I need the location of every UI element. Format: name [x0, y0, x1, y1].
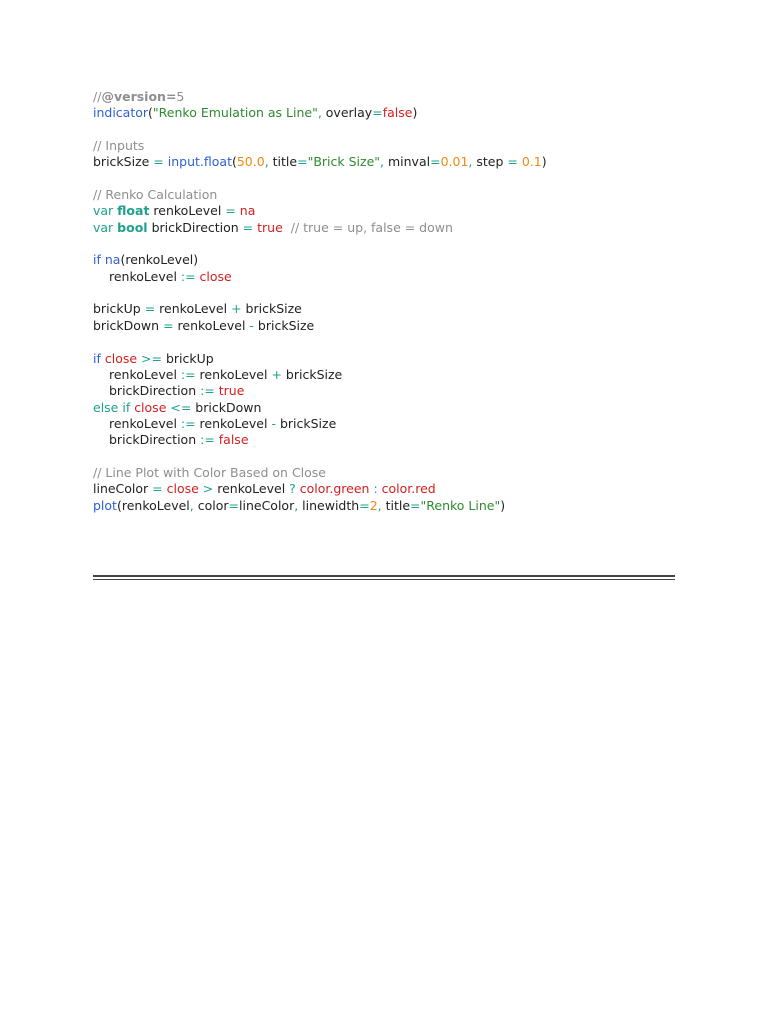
equals: =: [507, 154, 518, 170]
code-line-brickdirection-decl: [93, 220, 693, 236]
blank-line: [93, 236, 693, 252]
var-brickdirection: brickDirection: [147, 219, 243, 235]
string-brick-size: "Brick Size": [307, 154, 381, 170]
value-true: true: [214, 383, 245, 399]
fn-input-float: input.float: [163, 154, 232, 170]
code-line-brickup: [93, 301, 693, 317]
value-close: close: [195, 268, 232, 284]
paren-open: (: [231, 154, 237, 170]
ge-op: >=: [137, 350, 162, 366]
plus-op: +: [271, 366, 282, 382]
code-line-comment-renko: [93, 187, 693, 203]
code-line-assign-close: [93, 269, 693, 285]
var-renkolevel: renkoLevel: [109, 415, 181, 431]
ternary-q: ?: [289, 481, 296, 497]
blank-line: [93, 122, 693, 138]
comma: ,: [380, 154, 385, 170]
assign-op: :=: [180, 268, 196, 284]
param-title: title: [268, 154, 298, 170]
kw-else-if: else if: [93, 399, 135, 415]
code-line-brickdown: [93, 318, 693, 334]
color-red: color.red: [377, 481, 436, 497]
value-close: close: [162, 481, 199, 497]
code-line-comment-plot: [93, 465, 693, 481]
code-line-if-na: [93, 252, 693, 268]
code-line-comment-inputs: [93, 138, 693, 154]
value-false: false: [214, 432, 249, 448]
code-line-renkolevel-down: [93, 416, 693, 432]
code-line-version: [93, 89, 693, 105]
code-line-renkolevel-up: [93, 367, 693, 383]
var-brickdirection: brickDirection: [109, 383, 201, 399]
kw-if: if: [93, 252, 105, 268]
equals: =: [153, 154, 164, 170]
kw-var: var: [93, 203, 118, 219]
code-line-if-close-ge: [93, 351, 693, 367]
args-renkolevel: (renkoLevel): [120, 252, 199, 268]
var-brickdirection: brickDirection: [109, 432, 201, 448]
num-linewidth: 2: [369, 497, 378, 513]
var-brickup: brickUp: [93, 301, 145, 317]
var-renkolevel: renkoLevel: [121, 497, 190, 513]
var-brickdown: brickDown: [191, 399, 262, 415]
var-bricksize: brickSize: [281, 366, 343, 382]
equals: =: [144, 301, 156, 317]
num-minval: 0.01: [440, 154, 469, 170]
param-color: color: [193, 497, 229, 513]
gt-op: >: [198, 481, 214, 497]
comma: ,: [317, 105, 322, 121]
code-line-renkolevel-decl: [93, 203, 693, 219]
fn-plot: plot: [93, 497, 117, 513]
equals: =: [430, 154, 441, 170]
type-float: float: [117, 203, 150, 219]
blank-line: [93, 171, 693, 187]
blank-line: [93, 285, 693, 301]
param-title: title: [381, 497, 411, 513]
comment-inputs: // Inputs: [93, 138, 145, 154]
le-op: <=: [166, 399, 192, 415]
version-number: 5: [176, 89, 185, 104]
value-close: close: [104, 350, 138, 366]
assign-op: :=: [180, 415, 196, 431]
comma: ,: [468, 154, 473, 170]
equals: =: [372, 105, 383, 121]
value-close: close: [134, 399, 167, 415]
code-line-direction-false: [93, 432, 693, 448]
var-renkolevel: renkoLevel: [195, 366, 272, 382]
var-brickdown: brickDown: [93, 317, 164, 333]
comment-line-plot: // Line Plot with Color Based on Close: [93, 464, 326, 480]
code-line-direction-true: [93, 383, 693, 399]
param-linewidth: linewidth: [298, 497, 360, 513]
code-line-plot: [93, 498, 693, 514]
num-step: 0.1: [517, 154, 542, 170]
var-bricksize: brickSize: [275, 415, 337, 431]
equals: =: [152, 481, 163, 497]
blank-line: [93, 449, 693, 465]
comment-slashes: //: [93, 89, 102, 104]
var-renkolevel: renkoLevel: [155, 301, 232, 317]
var-brickup: brickUp: [161, 350, 214, 366]
value-na: na: [235, 203, 256, 219]
param-minval: minval: [384, 154, 431, 170]
var-renkolevel: renkoLevel: [109, 366, 181, 382]
var-bricksize: brickSize: [241, 301, 302, 317]
param-step: step: [472, 154, 508, 170]
color-green: color.green: [295, 481, 370, 497]
equals: =: [228, 497, 240, 513]
paren-close: ): [500, 497, 506, 513]
fn-indicator: indicator: [93, 105, 149, 121]
paren-close: ): [412, 105, 418, 121]
comment-renko-calc: // Renko Calculation: [93, 187, 218, 203]
code-line-else-if: [93, 400, 693, 416]
var-renkolevel: renkoLevel: [149, 203, 226, 219]
string-title: "Renko Emulation as Line": [152, 105, 318, 121]
plus-op: +: [231, 301, 242, 317]
equals: =: [410, 497, 421, 513]
code-line-bricksize: [93, 154, 693, 170]
minus-op: -: [249, 317, 254, 333]
comment-direction: // true = up, false = down: [282, 219, 453, 235]
assign-op: :=: [180, 366, 196, 382]
comma: ,: [189, 497, 194, 513]
divider-line-secondary: [93, 579, 675, 580]
equals: =: [225, 203, 236, 219]
assign-op: :=: [200, 432, 215, 448]
var-bricksize: brickSize: [253, 317, 315, 333]
var-linecolor: lineColor: [239, 497, 295, 513]
var-renkolevel: renkoLevel: [173, 317, 250, 333]
assign-op: :=: [200, 383, 215, 399]
divider-line: [93, 575, 675, 577]
var-renkolevel: renkoLevel: [195, 415, 272, 431]
equals: =: [163, 317, 174, 333]
var-renkolevel: renkoLevel: [109, 268, 181, 284]
paren-open: (: [148, 105, 153, 121]
version-label: @version=: [101, 89, 177, 104]
equals: =: [359, 497, 370, 513]
type-bool: bool: [117, 219, 148, 235]
comma: ,: [264, 154, 269, 170]
comma: ,: [377, 497, 382, 513]
kw-if: if: [93, 350, 105, 366]
code-block: [93, 89, 693, 514]
code-line-linecolor: [93, 481, 693, 497]
value-false: false: [382, 105, 413, 121]
blank-line: [93, 334, 693, 350]
fn-na: na: [104, 252, 121, 268]
paren-open: (: [116, 497, 122, 513]
equals: =: [242, 219, 254, 235]
ternary-colon: :: [369, 481, 378, 497]
string-renko-line: "Renko Line": [420, 497, 501, 513]
paren-close: ): [541, 154, 547, 170]
equals: =: [297, 154, 308, 170]
comma: ,: [294, 497, 299, 513]
num-default: 50.0: [236, 154, 265, 170]
param-overlay: overlay: [321, 105, 373, 121]
var-renkolevel: renkoLevel: [213, 481, 290, 497]
code-line-indicator: [93, 105, 693, 121]
var-linecolor: lineColor: [93, 481, 153, 497]
value-true: true: [253, 219, 283, 235]
var-bricksize: brickSize: [93, 154, 154, 170]
kw-var: var: [93, 219, 118, 235]
minus-op: -: [271, 415, 276, 431]
